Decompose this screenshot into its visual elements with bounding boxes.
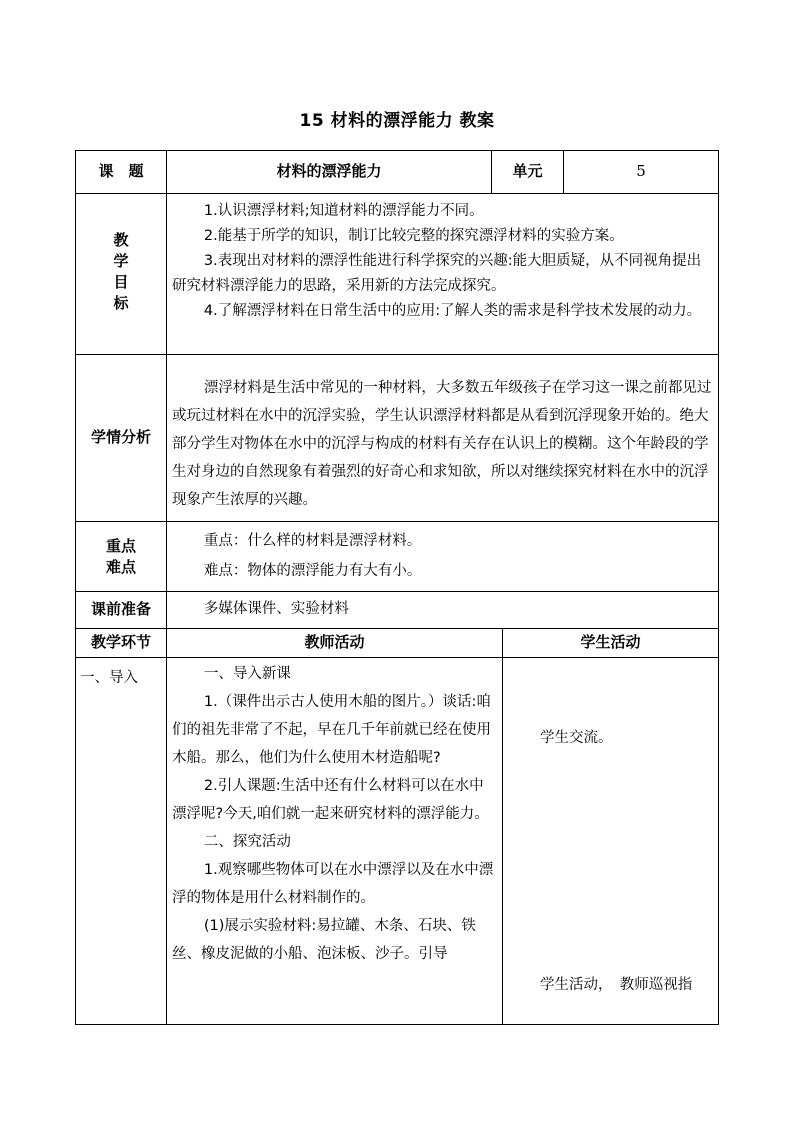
goals-content [172, 199, 714, 324]
row-divider [75, 521, 719, 522]
stage-column-header: 教学环节 [90, 633, 151, 651]
difficulty-label: 难点 [105, 558, 136, 576]
key-label: 重点 [105, 537, 136, 555]
student-activity-2: 学生活动， 教师巡视指 [540, 977, 693, 993]
teacher-activity [172, 660, 498, 968]
prep-label: 课前准备 [90, 600, 151, 618]
teacher-activity-line: 一、导入新课 [203, 666, 291, 682]
teacher-activity-line: (1)展示实验材料:易拉罐、木条、石块、铁丝、橡皮泥做的小船、泡沫板、沙子。引导 [172, 918, 476, 962]
key-point-text: 重点：什么样的材料是漂浮材料。 [203, 533, 422, 549]
analysis-content [172, 374, 714, 514]
lesson-name: 材料的漂浮能力 [276, 162, 382, 180]
teacher-activity-line: 1.（课件出示古人使用木船的图片。）谈话:咱们的祖先非常了不起，早在几千年前就已经在使用木船。那么，他们为什么使用木材造船呢? [172, 694, 491, 766]
col-divider [166, 150, 167, 1025]
goal-item: 2.能基于所学的知识，制订比较完整的探究漂浮材料的实验方案。 [203, 228, 624, 244]
table-border-right [718, 150, 719, 1025]
goals-label-char: 学 [113, 252, 129, 270]
student-column-header: 学生活动 [580, 633, 641, 651]
col-divider [502, 628, 503, 1025]
goal-item: 3.表现出对材料的漂浮性能进行科学探究的兴趣:能大胆质疑，从不同视角提出研究材料漂浮能力的思路，采用新的方法完成探究。 [172, 253, 702, 294]
goals-label-char: 目 [113, 273, 129, 291]
goal-item: 1.认识漂浮材料;知道材料的漂浮能力不同。 [203, 203, 484, 219]
teacher-activity-line: 1.观察哪些物体可以在水中漂浮以及在水中漂浮的物体是用什么材料制作的。 [172, 862, 494, 906]
goals-label-char: 标 [113, 294, 129, 312]
key-points-content [172, 526, 714, 586]
row-divider [75, 657, 719, 658]
analysis-label: 学情分析 [90, 428, 151, 446]
teacher-column-header: 教师活动 [304, 633, 365, 651]
unit-label: 单元 [512, 162, 543, 180]
goals-label-char: 教 [113, 231, 129, 249]
goals-label [76, 230, 166, 314]
key-points-label [76, 536, 166, 578]
stage-intro: 一、导入 [80, 670, 138, 686]
student-activity-1: 学生交流。 [540, 730, 613, 746]
row-divider [75, 193, 719, 194]
teacher-activity-line: 2.引人课题:生活中还有什么材料可以在水中漂浮呢?今天,咱们就一起来研究材料的漂浮能力。 [172, 778, 489, 822]
goal-item: 4.了解漂浮材料在日常生活中的应用:了解人类的需求是科学技术发展的动力。 [203, 303, 702, 319]
prep-text: 多媒体课件、实验材料 [203, 601, 349, 617]
analysis-text: 漂浮材料是生活中常见的一种材料，大多数五年级孩子在学习这一课之前都见过或玩过材料在水中的沉浮实验，学生认识漂浮材料都是从看到沉浮现象开始的。绝大部分学生对物体在水中的沉浮与构成的材料有关存在认识上的模糊。这个年龄段的学生对身边的自然现象有着强烈的好奇心和求知欲，所以对继续探究材料在水中的沉浮现象产生浓厚的兴趣。 [172, 380, 712, 508]
table-border-bottom [75, 1024, 719, 1025]
lesson-label: 课 题 [98, 162, 144, 180]
document-title: 15 材料的漂浮能力 教案 [299, 111, 495, 131]
teacher-activity-line: 二、探究活动 [203, 834, 291, 850]
unit-value: 5 [636, 162, 646, 180]
row-divider [75, 354, 719, 355]
difficulty-text: 难点：物体的漂浮能力有大有小。 [203, 563, 422, 579]
